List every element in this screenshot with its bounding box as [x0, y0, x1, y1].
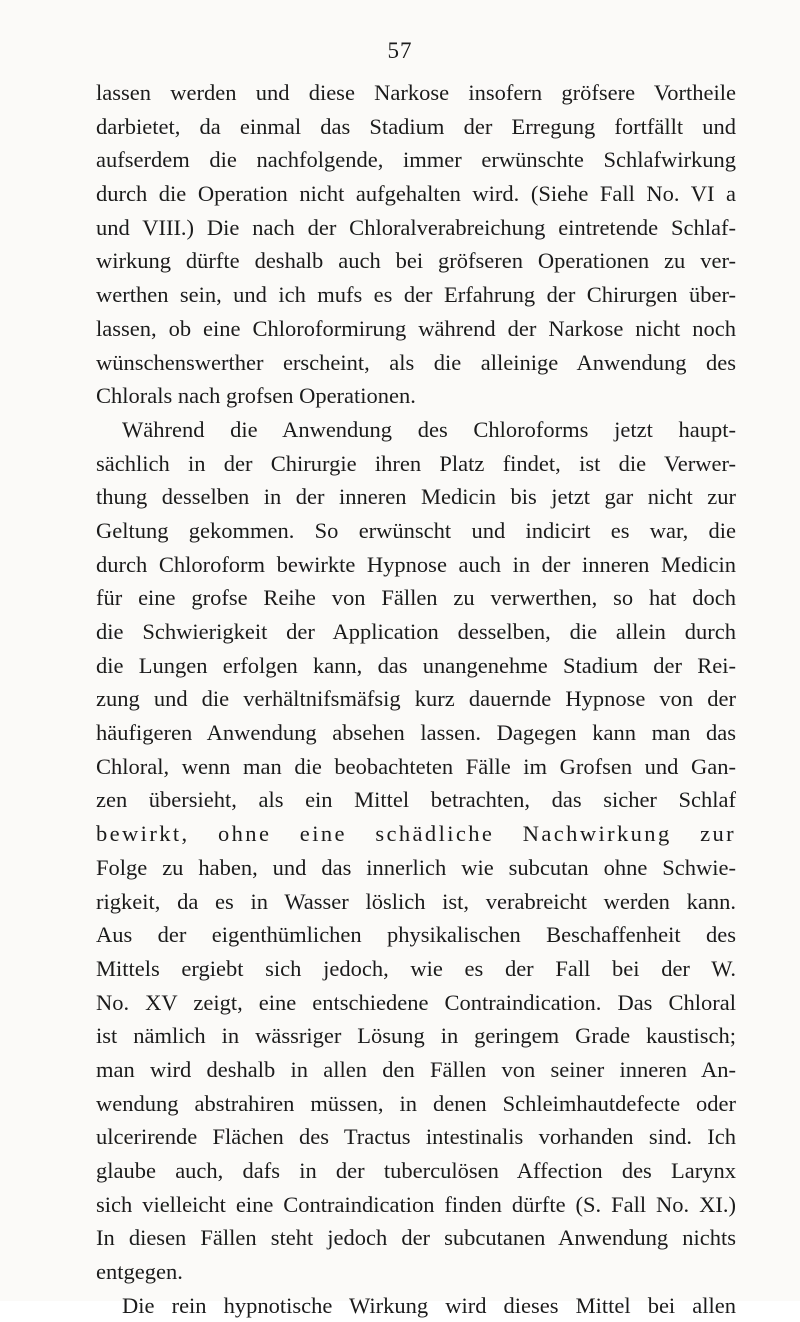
text-line: man wird deshalb in allen den Fällen von seiner inneren An-: [96, 1056, 736, 1082]
body-text: [96, 76, 736, 1322]
text-line: Geltung gekommen. So erwünscht und indicirt es war, die: [96, 517, 736, 543]
text-line: die Schwierigkeit der Application desselben, die allein durch: [96, 619, 736, 644]
text-line: Folge zu haben, und das innerlich wie subcutan ohne Schwie-: [96, 854, 736, 880]
text-line: lassen werden und diese Narkose insofern gröfsere Vortheile: [96, 80, 736, 105]
text-line: für eine grofse Reihe von Fällen zu verwerthen, so hat doch: [96, 585, 736, 611]
text-line: zen übersieht, als ein Mittel betrachten, das sicher Schlaf: [96, 787, 736, 813]
text-line: entgegen.: [96, 1259, 183, 1285]
text-line: wendung abstrahiren müssen, in denen Schleimhautdefecte oder: [96, 1090, 736, 1116]
text-line: sich vielleicht eine Contraindication finden dürfte (S. Fall No. XI.): [96, 1191, 736, 1217]
text-line: wirkung dürfte deshalb auch bei gröfseren Operationen zu ver-: [96, 248, 736, 274]
text-line: thung desselben in der inneren Medicin bis jetzt gar nicht zur: [96, 484, 736, 510]
text-line: sächlich in der Chirurgie ihren Platz findet, ist die Verwer-: [96, 450, 736, 476]
text-line: glaube auch, dafs in der tuberculösen Affection des Larynx: [96, 1158, 736, 1183]
text-line: darbietet, da einmal das Stadium der Erregung fortfällt und: [96, 113, 736, 139]
text-line: Während die Anwendung des Chloroforms jetzt haupt-: [122, 416, 736, 442]
text-line: und VIII.) Die nach der Chloralverabreichung eintretende Schlaf-: [96, 214, 736, 240]
text-line: wünschenswerther erscheint, als die alleinige Anwendung des: [96, 349, 736, 375]
text-line: Chloral, wenn man die beobachteten Fälle im Grofsen und Gan-: [96, 753, 736, 779]
text-line: zung und die verhältnifsmäfsig kurz dauernde Hypnose von der: [96, 686, 736, 712]
text-line: ist nämlich in wässriger Lösung in geringem Grade kaustisch;: [96, 1023, 736, 1049]
text-line: lassen, ob eine Chloroformirung während der Narkose nicht noch: [96, 315, 736, 341]
text-line: ulcerirende Flächen des Tractus intestinalis vorhanden sind. Ich: [96, 1124, 736, 1150]
text-line: häufigeren Anwendung absehen lassen. Dagegen kann man das: [96, 720, 736, 746]
text-line: die Lungen erfolgen kann, das unangenehme Stadium der Rei-: [96, 652, 736, 678]
text-line: In diesen Fällen steht jedoch der subcutanen Anwendung nichts: [96, 1225, 736, 1251]
text-line: Die rein hypnotische Wirkung wird dieses Mittel bei allen: [122, 1292, 736, 1318]
text-line: Aus der eigenthümlichen physikalischen Beschaffenheit des: [96, 922, 736, 948]
text-line: rigkeit, da es in Wasser löslich ist, verabreicht werden kann.: [96, 888, 736, 914]
text-line: durch Chloroform bewirkte Hypnose auch in der inneren Medicin: [96, 551, 736, 577]
text-line-emphasis: bewirkt, ohne eine schädliche Nachwirkung zur: [96, 821, 736, 847]
text-line: No. XV zeigt, eine entschiedene Contraindication. Das Chloral: [96, 989, 736, 1015]
page-number: 57: [387, 38, 413, 63]
text-line: Mittels ergiebt sich jedoch, wie es der Fall bei der W.: [96, 955, 736, 981]
text-line: aufserdem die nachfolgende, immer erwünschte Schlafwirkung: [96, 147, 736, 173]
text-line: durch die Operation nicht aufgehalten wird. (Siehe Fall No. VI a: [96, 181, 736, 207]
text-line: Chlorals nach grofsen Operationen.: [96, 383, 416, 409]
text-line: werthen sein, und ich mufs es der Erfahrung der Chirurgen über-: [96, 282, 736, 308]
